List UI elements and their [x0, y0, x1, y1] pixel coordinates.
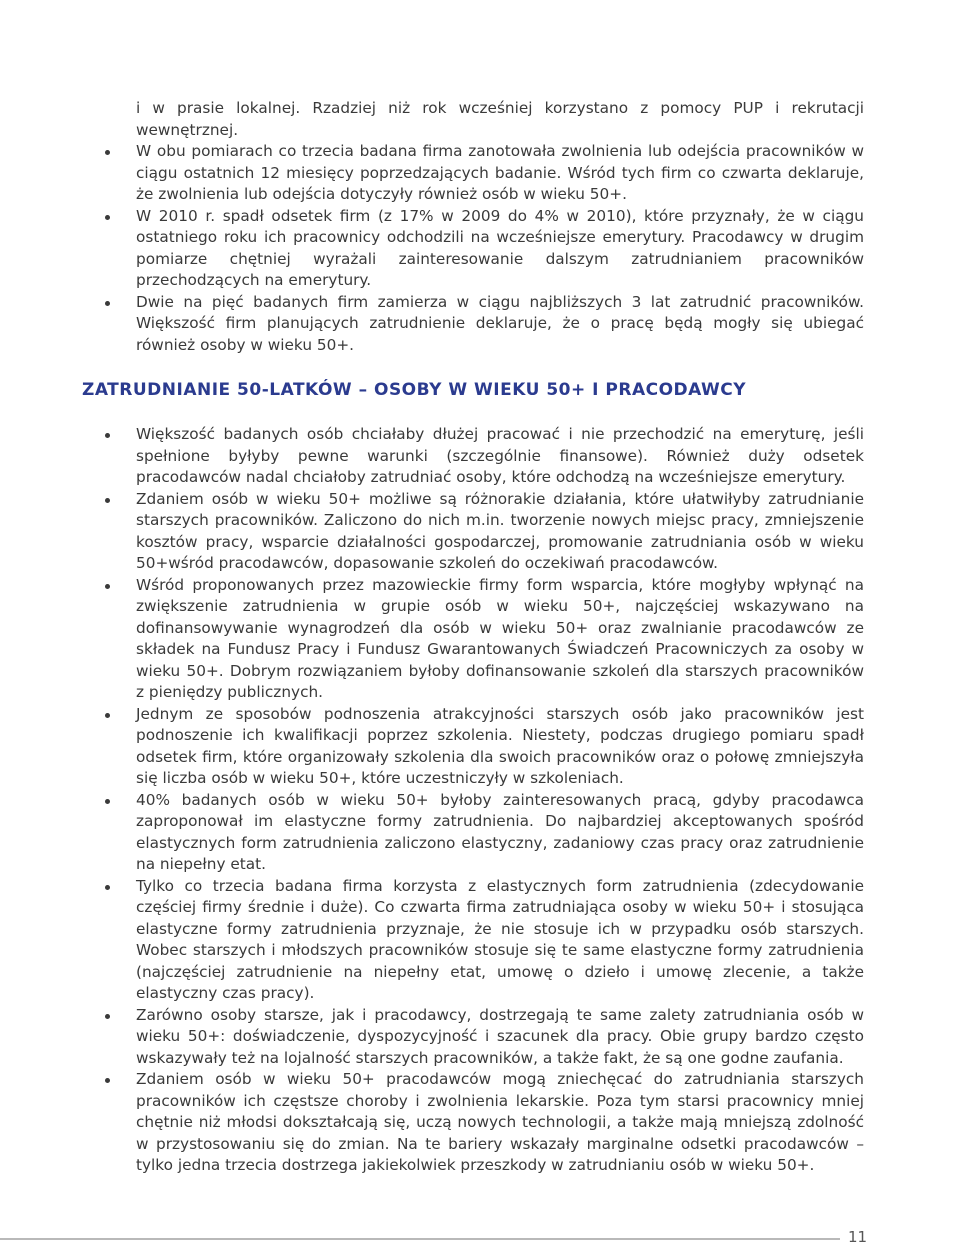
list-item-text: Zarówno osoby starsze, jak i pracodawcy, dostrzegają te same zalety zatrudniania osób w wieku 50+: doświadczenie, dyspozycyjność i szacunek dla pracy. Obie grupy bardzo często wskazywały też na lojalność starszych pracowników, a także fakt, że są one godne zaufania.: [136, 1005, 864, 1067]
top-bullet-list: [94, 98, 864, 356]
footer-rule: [0, 1238, 840, 1240]
bullet-icon: [105, 498, 110, 503]
list-item-text: Jednym ze sposobów podnoszenia atrakcyjności starszych osób jako pracowników jest podnoszenie ich kwalifikacji poprzez szkolenia. Niestety, podczas drugiego pomiaru spadł odsetek firm, które organizowały szkolenia dla swoich pracowników oraz o połowę zmniejszyła się liczba osób w wieku 50+, które uczestniczyły w szkoleniach.: [136, 704, 864, 787]
bullet-icon: [105, 215, 110, 220]
list-item: [94, 1069, 864, 1177]
list-item-text: Tylko co trzecia badana firma korzysta z elastycznych form zatrudnienia (zdecydowanie częściej firmy średnie i duże). Co czwarta firma zatrudniająca osoby w wieku 50+ i stosująca elastyczne formy zatrudnienia przyznaje, że nie stosuje ich w przypadku osób starszych. Wobec starszych i młodszych pracowników stosuje się te same elastyczne formy zatrudnienia (najczęściej zatrudnienie na niepełny etat, umowę o dzieło i umowę zlecenie, a także elastyczny czas pracy).: [136, 876, 864, 1002]
list-item: [94, 424, 864, 489]
list-item-text: i w prasie lokalnej. Rzadziej niż rok wcześniej korzystano z pomocy PUP i rekrutacji wewnętrznej.: [136, 99, 864, 139]
bullet-icon: [105, 301, 110, 306]
bullet-icon: [105, 799, 110, 804]
list-item: [94, 575, 864, 704]
list-item: [94, 489, 864, 575]
list-item-text: W obu pomiarach co trzecia badana firma zanotowała zwolnienia lub odejścia pracowników w ciągu ostatnich 12 miesięcy poprzedzających badanie. Wśród tych firm co czwarta deklaruje, że zwolnienia lub odejścia dotyczyły również osób w wieku 50+.: [136, 142, 864, 203]
list-item-text: Dwie na pięć badanych firm zamierza w ciągu najbliższych 3 lat zatrudnić pracowników. Większość firm planujących zatrudnienie deklaruje, że o pracę będą mogły się ubiegać również osoby w wieku 50+.: [136, 292, 864, 354]
list-item: [94, 98, 864, 141]
bullet-icon: [105, 1014, 110, 1019]
bullet-icon: [105, 1078, 110, 1083]
page-number: 11: [848, 1228, 868, 1246]
section-heading: ZATRUDNIANIE 50-LATKÓW – OSOBY W WIEKU 50+ I PRACODAWCY: [82, 380, 747, 400]
list-item-text: Zdaniem osób w wieku 50+ pracodawców mogą zniechęcać do zatrudniania starszych pracowników ich częstsze choroby i zwolnienia lekarskie. Poza tym starsi pracownicy mniej chętnie niż młodsi dokształcają się, uczą nowych technologii, a także mają mniejszą zdolność w przystosowaniu się do zmian. Na te bariery wskazały marginalne odsetki pracodawców – tylko jedna trzecia dostrzega jakiekolwiek przeszkody w zatrudnianiu osób w wieku 50+.: [136, 1070, 864, 1174]
page-content: [82, 98, 864, 1177]
list-item: [94, 1005, 864, 1070]
list-item: [94, 704, 864, 790]
list-item: [94, 141, 864, 206]
bullet-icon: [105, 713, 110, 718]
bullet-icon: [105, 150, 110, 155]
list-item: [94, 292, 864, 357]
list-item-text: W 2010 r. spadł odsetek firm (z 17% w 2009 do 4% w 2010), które przyznały, że w ciągu ostatniego roku ich pracownicy odchodzili na wcześniejsze emerytury. Pracodawcy w drugim pomiarze chętniej wyrażali zainteresowanie dalszym zatrudnianiem pracowników przechodzących na emerytury.: [136, 206, 864, 289]
list-item-text: 40% badanych osób w wieku 50+ byłoby zainteresowanych pracą, gdyby pracodawca zaproponował im elastyczne formy zatrudnienia. Do najbardziej akceptowanych spośród elastycznych form zatrudnienia zaliczono elastyczny, zadaniowy czas pracy oraz zatrudnienie na niepełny etat.: [136, 790, 864, 873]
list-item-text: Zdaniem osób w wieku 50+ możliwe są różnorakie działania, które ułatwiłyby zatrudnianie starszych pracowników. Zaliczono do nich m.in. tworzenie nowych miejsc pracy, zmniejszenie kosztów pracy, wsparcie działalności gospodarczej, promowanie zatrudniania osób w wieku 50+wśród pracodawców, dopasowanie szkoleń do oczekiwań pracodawców.: [136, 489, 864, 572]
list-item: [94, 790, 864, 876]
list-item-text: Wśród proponowanych przez mazowieckie firmy form wsparcia, które mogłyby wpłynąć na zwiększenie zatrudnienia w grupie osób w wieku 50+, najczęściej wskazywano na dofinansowywanie wynagrodzeń dla osób w wieku 50+ oraz zwalnianie pracodawców ze składek na Fundusz Pracy i Fundusz Gwarantowanych Świadczeń Pracowniczych za osoby w wieku 50+. Dobrym rozwiązaniem byłoby dofinansowanie szkoleń dla starszych pracowników z pieniędzy publicznych.: [136, 575, 864, 701]
section-bullet-list: [94, 424, 864, 1177]
bullet-icon: [105, 584, 110, 589]
list-item-text: Większość badanych osób chciałaby dłużej pracować i nie przechodzić na emeryturę, jeśli spełnione byłyby pewne warunki (szczególnie finansowe). Również duży odsetek pracodawców nadal chciałoby zatrudniać osoby, które odchodzą na wcześniejsze emerytury.: [136, 425, 864, 486]
bullet-icon: [105, 433, 110, 438]
list-item: [94, 206, 864, 292]
list-item: [94, 876, 864, 1005]
bullet-icon: [105, 885, 110, 890]
